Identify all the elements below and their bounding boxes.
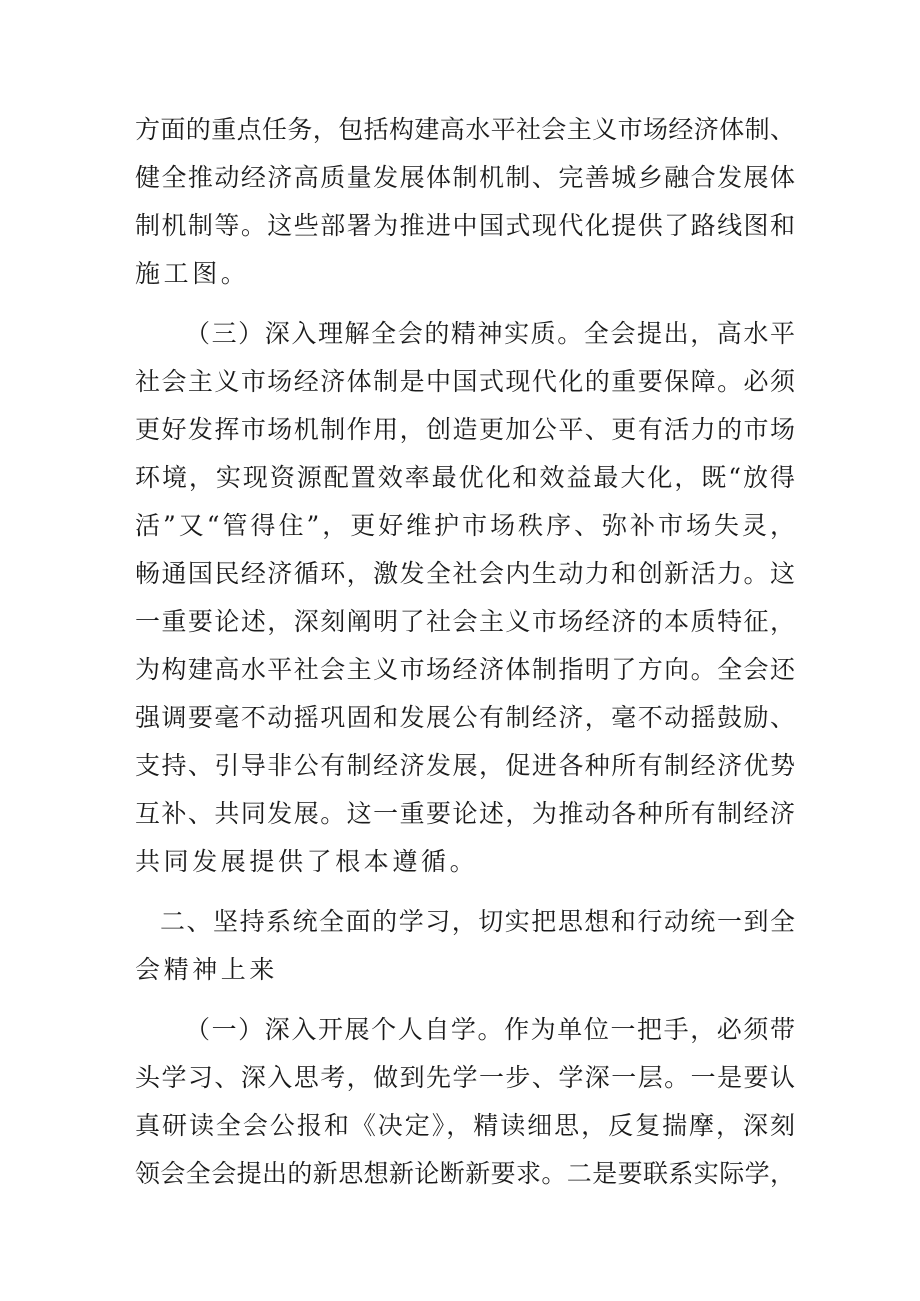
- text-line: 支持、引导非公有制经济发展，促进各种所有制经济优势: [135, 751, 795, 780]
- text-line: 社会主义市场经济体制是中国式现代化的重要保障。必须: [135, 367, 795, 396]
- text-line: 健全推动经济高质量发展体制机制、完善城乡融合发展体: [135, 163, 795, 192]
- section-heading-line: 会精神上来: [135, 955, 279, 984]
- text-line: 制机制等。这些部署为推进中国式现代化提供了路线图和: [135, 211, 795, 240]
- text-line: 一重要论述，深刻阐明了社会主义市场经济的本质特征，: [135, 607, 795, 636]
- text-line: 为构建高水平社会主义市场经济体制指明了方向。全会还: [135, 655, 795, 684]
- text-line: 活”又“管得住”，更好维护市场秩序、弥补市场失灵，: [135, 511, 795, 540]
- text-line: 真研读全会公报和《决定》，精读细思，反复揣摩，深刻: [135, 1111, 795, 1140]
- text-line: 更好发挥市场机制作用，创造更加公平、更有活力的市场: [135, 415, 795, 444]
- text-line: 施工图。: [135, 259, 250, 288]
- text-line: 领会全会提出的新思想新论断新要求。二是要联系实际学，: [135, 1159, 795, 1188]
- section-heading-line: 二、坚持系统全面的学习，切实把思想和行动统一到全: [160, 907, 795, 936]
- text-line: 互补、共同发展。这一重要论述，为推动各种所有制经济: [135, 799, 795, 828]
- text-line: 共同发展提供了根本遵循。: [135, 847, 479, 876]
- text-line: 畅通国民经济循环，激发全社会内生动力和创新活力。这: [135, 559, 795, 588]
- text-line: 方面的重点任务，包括构建高水平社会主义市场经济体制、: [135, 115, 795, 144]
- paragraph-heading-line: （三）深入理解全会的精神实质。全会提出，高水平: [185, 319, 795, 348]
- text-line: 头学习、深入思考，做到先学一步、学深一层。一是要认: [135, 1063, 795, 1092]
- text-line: 环境，实现资源配置效率最优化和效益最大化，既“放得: [135, 463, 795, 492]
- paragraph-heading-line: （一）深入开展个人自学。作为单位一把手，必须带: [185, 1015, 795, 1044]
- text-line: 强调要毫不动摇巩固和发展公有制经济，毫不动摇鼓励、: [135, 703, 795, 732]
